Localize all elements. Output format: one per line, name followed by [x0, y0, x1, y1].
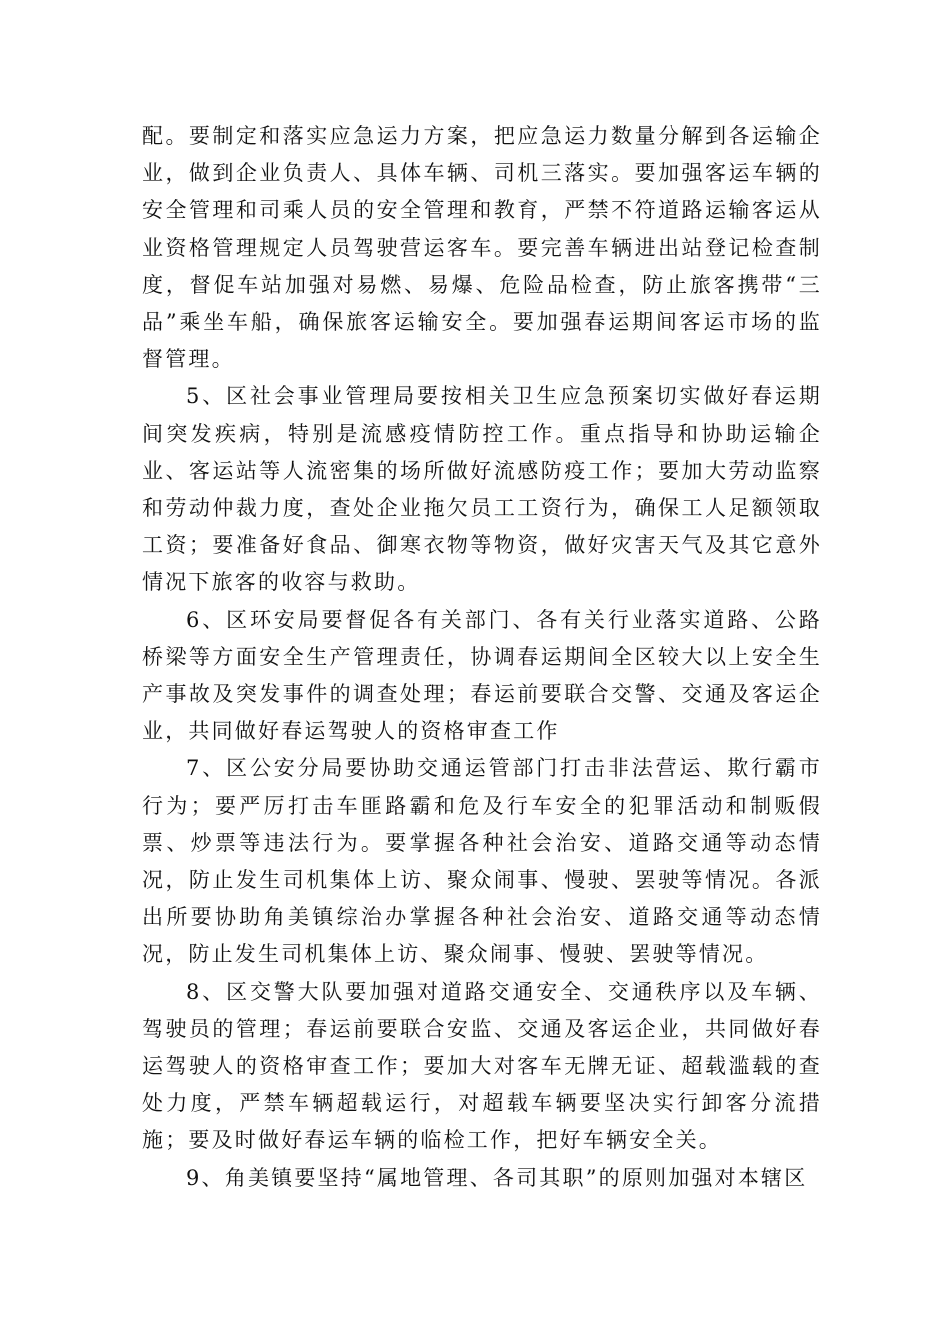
document-body [142, 118, 822, 1197]
paragraph-item-8: 8、区交警大队要加强对道路交通安全、交通秩序以及车辆、驾驶员的管理；春运前要联合安监、交通及客运企业，共同做好春运驾驶人的资格审查工作；要加大对客车无牌无证、超载滥载的查处力度，严禁车辆超载运行，对超载车辆要坚决实行卸客分流措施；要及时做好春运车辆的临检工作，把好车辆安全关。 [142, 979, 822, 1153]
paragraph-item-6: 6、区环安局要督促各有关部门、各有关行业落实道路、公路桥梁等方面安全生产管理责任，协调春运期间全区较大以上安全生产事故及突发事件的调查处理；春运前要联合交警、交通及客运企业，共同做好春运驾驶人的资格审查工作 [142, 607, 822, 744]
paragraph-continuation: 配。要制定和落实应急运力方案，把应急运力数量分解到各运输企业，做到企业负责人、具体车辆、司机三落实。要加强客运车辆的安全管理和司乘人员的安全管理和教育，严禁不符道路运输客运从业资格管理规定人员驾驶营运客车。要完善车辆进出站登记检查制度，督促车站加强对易燃、易爆、危险品检查，防止旅客携带“三品”乘坐车船，确保旅客运输安全。要加强春运期间客运市场的监督管理。 [142, 124, 822, 372]
paragraph-item-5: 5、区社会事业管理局要按相关卫生应急预案切实做好春运期间突发疾病，特别是流感疫情防控工作。重点指导和协助运输企业、客运站等人流密集的场所做好流感防疫工作；要加大劳动监察和劳动仲裁力度，查处企业拖欠员工工资行为，确保工人足额领取工资；要准备好食品、御寒衣物等物资，做好灾害天气及其它意外情况下旅客的收容与救助。 [142, 384, 822, 595]
paragraph-item-7: 7、区公安分局要协助交通运管部门打击非法营运、欺行霸市行为；要严厉打击车匪路霸和危及行车安全的犯罪活动和制贩假票、炒票等违法行为。要掌握各种社会治安、道路交通等动态情况，防止发生司机集体上访、聚众闹事、慢驶、罢驶等情况。各派出所要协助角美镇综治办掌握各种社会治安、道路交通等动态情况，防止发生司机集体上访、聚众闹事、慢驶、罢驶等情况。 [142, 756, 822, 967]
paragraph-item-9: 9、角美镇要坚持“属地管理、各司其职”的原则加强对本辖区 [186, 1165, 808, 1190]
